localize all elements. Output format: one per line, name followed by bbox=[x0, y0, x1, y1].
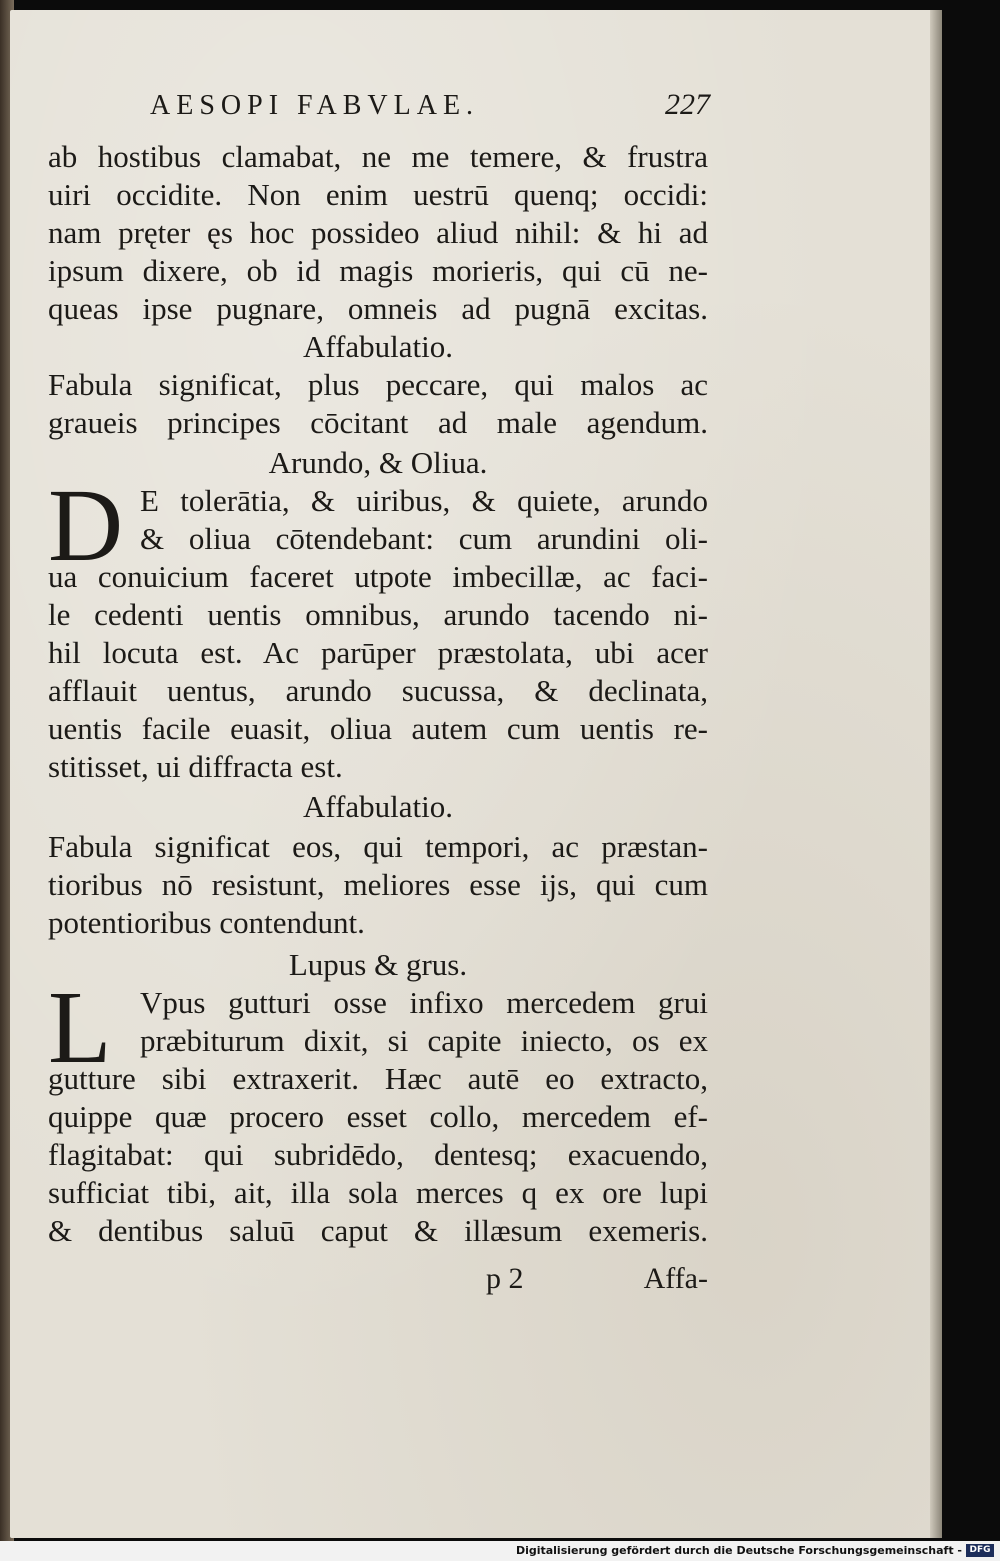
text-line: & dentibus saluū caput & illæsum exemeris. bbox=[48, 1213, 708, 1248]
text-line: & oliua cōtendebant: cum arundini oli- bbox=[140, 521, 708, 556]
text-line: graueis principes cōcitant ad male agendum. bbox=[48, 405, 708, 440]
affabulatio-heading: Affabulatio. bbox=[302, 789, 454, 824]
signature-mark: p 2 bbox=[486, 1262, 524, 1295]
fable-title: Lupus & grus. bbox=[288, 947, 468, 982]
running-head-title: AESOPI FABVLAE. bbox=[150, 90, 480, 121]
text-line: Fabula significat, plus peccare, qui malos ac bbox=[48, 367, 708, 402]
text-line: uiri occidite. Non enim uestrū quenq; occidi: bbox=[48, 177, 708, 212]
running-head bbox=[150, 88, 710, 128]
text-line: hil locuta est. Ac parūper præstolata, ubi acer bbox=[48, 635, 708, 670]
text-line: ab hostibus clamabat, ne me temere, & frustra bbox=[48, 139, 708, 174]
text-line: quippe quæ procero esset collo, mercedem ef- bbox=[48, 1099, 708, 1134]
drop-cap: D bbox=[48, 468, 124, 583]
text-line: afflauit uentus, arundo sucussa, & declinata, bbox=[48, 673, 708, 708]
text-line: E tolerātia, & uiribus, & quiete, arundo bbox=[140, 483, 708, 518]
fable-title: Arundo, & Oliua. bbox=[268, 445, 488, 480]
text-line: nam pręter ęs hoc possideo aliud nihil: & hi ad bbox=[48, 215, 708, 250]
text-line: gutture sibi extraxerit. Hæc autē eo extracto, bbox=[48, 1061, 708, 1096]
text-line: Vpus gutturi osse infixo mercedem grui bbox=[140, 985, 708, 1020]
drop-cap: L bbox=[48, 970, 112, 1085]
text-line: ipsum dixere, ob id magis morieris, qui cū ne- bbox=[48, 253, 708, 288]
text-line: flagitabat: qui subridēdo, dentesq; exacuendo, bbox=[48, 1137, 708, 1172]
signature-line bbox=[48, 1262, 708, 1302]
text-line: tioribus nō resistunt, meliores esse ijs, qui cum bbox=[48, 867, 708, 902]
text-line: ua conuicium faceret utpote imbecillæ, ac faci- bbox=[48, 559, 708, 594]
text-line: queas ipse pugnare, omneis ad pugnā excitas. bbox=[48, 291, 708, 326]
catchword: Affa- bbox=[643, 1262, 708, 1295]
page-edge bbox=[930, 10, 942, 1538]
text-line: uentis facile euasit, oliua autem cum uentis re- bbox=[48, 711, 708, 746]
text-line: Fabula significat eos, qui tempori, ac præstan- bbox=[48, 829, 708, 864]
text-line: sufficiat tibi, ait, illa sola merces q ex ore lupi bbox=[48, 1175, 708, 1210]
dfg-logo-icon: DFG bbox=[966, 1544, 994, 1557]
footer-bar bbox=[0, 1541, 1000, 1561]
affabulatio-heading: Affabulatio. bbox=[302, 329, 454, 364]
footer-credit: Digitalisierung gefördert durch die Deutsche Forschungsgemeinschaft - bbox=[515, 1544, 962, 1557]
text-line: stitisset, ui diffracta est. bbox=[48, 749, 343, 784]
text-line: le cedenti uentis omnibus, arundo tacendo ni- bbox=[48, 597, 708, 632]
text-line: potentioribus contendunt. bbox=[48, 905, 365, 940]
page-number: 227 bbox=[665, 88, 710, 121]
text-line: præbiturum dixit, si capite iniecto, os ex bbox=[140, 1023, 708, 1058]
